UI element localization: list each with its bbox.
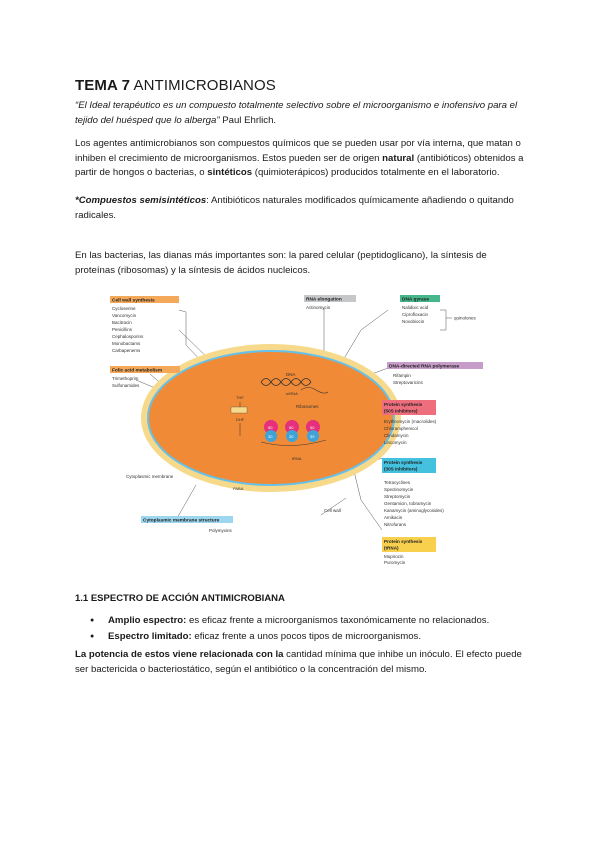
ps50-item: Clindamycin bbox=[384, 433, 409, 438]
potencia-paragraph bbox=[75, 648, 525, 677]
intro-paragraph bbox=[75, 137, 525, 181]
dna-gyrase-item: Novobiocin bbox=[402, 319, 425, 324]
bullet-term: Espectro limitado: bbox=[108, 630, 192, 642]
intro-sinteticos: sintéticos bbox=[207, 167, 253, 179]
ribosome-3 bbox=[306, 420, 320, 442]
quinolones-label: quinolones bbox=[454, 315, 476, 321]
rna-polymerase-item: Streptovaricins bbox=[393, 380, 423, 385]
cms-item: Polymyxins bbox=[209, 528, 232, 533]
semisinteticos-paragraph bbox=[75, 194, 525, 223]
quote-text: “El Ideal terapéutico es un compuesto totalmente selectivo sobre el microorganismo e inofensivo para el tejido del huésped que lo alberga” bbox=[75, 100, 518, 126]
mrna-label: mRNA bbox=[286, 391, 298, 396]
dna-gyrase-item: Nalidixic acid bbox=[402, 305, 429, 310]
trna-label: tRNA bbox=[292, 456, 302, 461]
intro-part1: Los agentes antimicrobianos son compuestos químicos que se pueden usar por vía interna, que matan o inhiben el crecimiento de microorganismos. Estos pueden ser de origen bbox=[75, 138, 521, 164]
cms-title: Cytoplasmic membrane structure bbox=[143, 518, 220, 524]
ps30-item: Streptomycin bbox=[384, 494, 411, 499]
quote-author: Paul Ehrlich. bbox=[222, 114, 277, 126]
semisinteticos-text: : Antibióticos naturales modificados químicamente añadiendo o quitando radicales. bbox=[75, 195, 514, 221]
list-item bbox=[90, 613, 489, 629]
list-item bbox=[90, 629, 489, 645]
page-title bbox=[75, 77, 276, 94]
ps50-item: Erythromycin (macrolides) bbox=[384, 419, 437, 424]
dhf-label: DHF bbox=[236, 417, 245, 422]
ribosome-1-50-label: 50 bbox=[268, 425, 273, 430]
rna-polymerase-title: DNA-directed RNA polymerase bbox=[389, 364, 460, 370]
potencia-bold: La potencia de estos viene relacionada con la bbox=[75, 649, 284, 660]
cws-item: Cycloserine bbox=[112, 306, 136, 311]
cytoplasmic-membrane-label: Cytoplasmic membrane bbox=[126, 474, 174, 479]
antimicrobial-targets-diagram bbox=[96, 290, 496, 565]
cws-item: Vancomycin bbox=[112, 313, 137, 318]
fam-item: Trimethoprim bbox=[112, 376, 139, 381]
ps30-title: Protein synthesis bbox=[384, 460, 423, 465]
pstrna-subtitle: (tRNA) bbox=[384, 545, 399, 551]
ribosome-3-30-label: 30 bbox=[310, 434, 315, 439]
cell-wall-synthesis-title: Cell wall synthesis bbox=[112, 298, 155, 304]
ribosome-2-30-label: 30 bbox=[289, 434, 294, 439]
dna-directed-rna-polymerase-box bbox=[387, 362, 483, 385]
potencia-text: cantidad mínima que inhibe un inóculo. El efecto puede ser bactericida o bacteriostático, según el antibiótico o la concentración del mismo. bbox=[75, 649, 522, 675]
cytoplasm-shape bbox=[153, 356, 389, 480]
bullet-text: eficaz frente a unos pocos tipos de microorganismos. bbox=[194, 630, 422, 642]
folate-block bbox=[231, 407, 247, 413]
pstrna-title: Protein synthesis bbox=[384, 539, 423, 544]
ribosome-1-30-label: 30 bbox=[268, 434, 273, 439]
ps50-subtitle: (50S inhibitors) bbox=[384, 408, 418, 414]
dna-label: DNA bbox=[286, 372, 296, 377]
spectrum-list bbox=[90, 613, 489, 644]
intro-natural: natural bbox=[382, 152, 415, 164]
protein-synthesis-30s-box bbox=[382, 458, 444, 527]
cws-item: Carbapenems bbox=[112, 348, 141, 353]
ps30-item: Gentamicin, tobramycin bbox=[384, 501, 432, 506]
ribosome-2 bbox=[285, 420, 299, 442]
fam-item: Sulfonamides bbox=[112, 383, 140, 388]
rna-elongation-item: Actinomycin bbox=[306, 305, 331, 310]
ps30-item: Amikacin bbox=[384, 515, 403, 520]
thf-label: THF bbox=[236, 395, 244, 400]
bullet-term: Amplio espectro: bbox=[108, 615, 187, 626]
pstrna-item: Mupirocin bbox=[384, 554, 404, 559]
ps50-item: Lincomycin bbox=[384, 440, 407, 445]
protein-synthesis-trna-box bbox=[382, 537, 436, 565]
semisinteticos-term: *Compuestos semisintéticos bbox=[75, 195, 207, 206]
rna-elongation-box bbox=[304, 295, 356, 310]
ribosome-2-50-label: 50 bbox=[289, 425, 294, 430]
ps30-item: Tetracyclines bbox=[384, 480, 411, 485]
tema-label: TEMA 7 bbox=[75, 77, 131, 94]
ps30-item: Nitrofurans bbox=[384, 522, 407, 527]
rna-elongation-title: RNA elongation bbox=[306, 297, 342, 303]
ribosomes-label: Ribosomes bbox=[296, 404, 319, 409]
cytoplasmic-membrane-structure-box bbox=[141, 516, 233, 533]
pstrna-item: Puromycin bbox=[384, 560, 406, 565]
dna-gyrase-title: DNA gyrase bbox=[402, 297, 430, 303]
ehrlich-quote bbox=[75, 99, 525, 128]
ps30-item: Kanamycin (aminoglycosides) bbox=[384, 508, 444, 513]
cws-item: Penicillins bbox=[112, 327, 133, 332]
ribosome-1 bbox=[264, 420, 278, 442]
section-1-1-title: 1.1 ESPECTRO DE ACCIÓN ANTIMICROBIANA bbox=[75, 593, 285, 604]
cws-item: Cephalosporins bbox=[112, 334, 144, 339]
tema-title: ANTIMICROBIANOS bbox=[133, 77, 276, 94]
cell-wall-label: Cell wall bbox=[324, 508, 341, 513]
dianas-paragraph: En las bacterias, las dianas más importantes son: la pared celular (peptidoglicano), la síntesis de proteínas (ribosomas) y la síntesis de ácidos nucleicos. bbox=[75, 250, 487, 276]
ps30-subtitle: (30S inhibitors) bbox=[384, 466, 418, 472]
ps50-title: Protein synthesis bbox=[384, 402, 423, 407]
cws-item: Bacitracin bbox=[112, 320, 132, 325]
intro-part2: (antibióticos) obtenidos a partir de hongos o bacterias, o bbox=[75, 152, 524, 179]
cws-item: Monobactams bbox=[112, 341, 141, 346]
ps50-item: Chloramphenicol bbox=[384, 426, 418, 431]
dna-gyrase-box bbox=[400, 295, 477, 324]
ribosome-3-50-label: 50 bbox=[310, 425, 315, 430]
bullet-text: es eficaz frente a microorganismos taxonómicamente no relacionados. bbox=[189, 615, 490, 626]
cell-wall-synthesis-box bbox=[110, 296, 179, 353]
paba-label: PABA bbox=[233, 486, 244, 491]
dna-gyrase-item: Ciprofloxacin bbox=[402, 312, 429, 317]
ps30-item: Spectinomycin bbox=[384, 487, 414, 492]
folic-acid-title: Folic acid metabolism bbox=[112, 368, 163, 374]
rna-polymerase-item: Rifampin bbox=[393, 373, 411, 378]
intro-part3: (quimioterápicos) producidos totalmente en el laboratorio. bbox=[254, 167, 500, 179]
